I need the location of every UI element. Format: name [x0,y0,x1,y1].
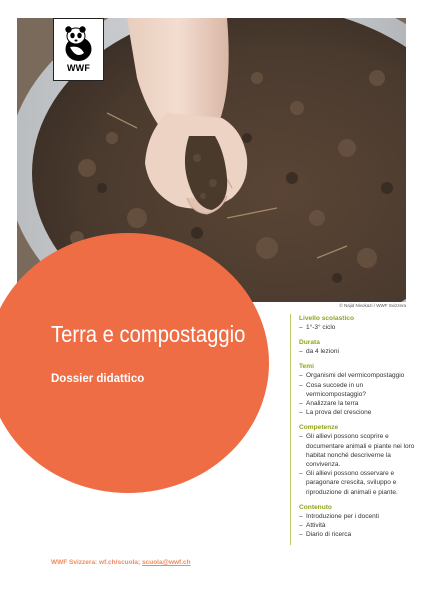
list-item: – Diario di ricerca [299,530,415,539]
list-item: – 1°-3° ciclo [299,323,415,332]
list-item: – Gli allievi possono scoprire e documentare animali e piante nei loro habitat nonché descriverne la convivenza. [299,432,415,469]
section-title: Temi [299,363,314,371]
wwf-logo [53,18,104,81]
list-item: – da 4 lezioni [299,347,415,356]
section-livello [291,314,415,332]
section-competenze [291,423,415,496]
list-item: – Gli allievi possono osservare e paragonare crescita, sviluppo e riproduzione di animali e piante. [299,469,415,497]
list-item: – Analizzare la terra [299,399,415,408]
footer-email-link[interactable]: scuola@wwf.ch [142,559,191,566]
footer-contact [51,559,191,566]
section-durata [291,338,415,356]
section-title: Competenze [299,424,339,432]
list-item: – Organismi del vermicompostaggio [299,371,415,380]
section-temi [291,362,415,417]
section-title: Livello scolastico [299,315,354,322]
list-item: – Attività [299,521,415,530]
page-title: Terra e compostaggio [51,321,246,347]
footer-label: WWF Svizzera: wf.ch/scuola; [51,559,143,566]
section-title: Contenuto [299,503,332,511]
page-subtitle: Dossier didattico [51,373,145,385]
list-item: – Cosa succede in un vermicompostaggio? [299,381,415,399]
list-item: – Introduzione per i docenti [299,512,415,521]
photo-credit: © Najid Nivokazi / WWF Svizzera [339,303,406,308]
panda-logo-icon [54,21,103,65]
list-item: – La prova del crescione [299,408,415,417]
section-title: Durata [299,339,320,347]
info-sidebar [290,314,415,545]
title-blob [0,233,269,493]
logo-text: WWF [66,63,91,73]
section-contenuto [291,503,415,540]
